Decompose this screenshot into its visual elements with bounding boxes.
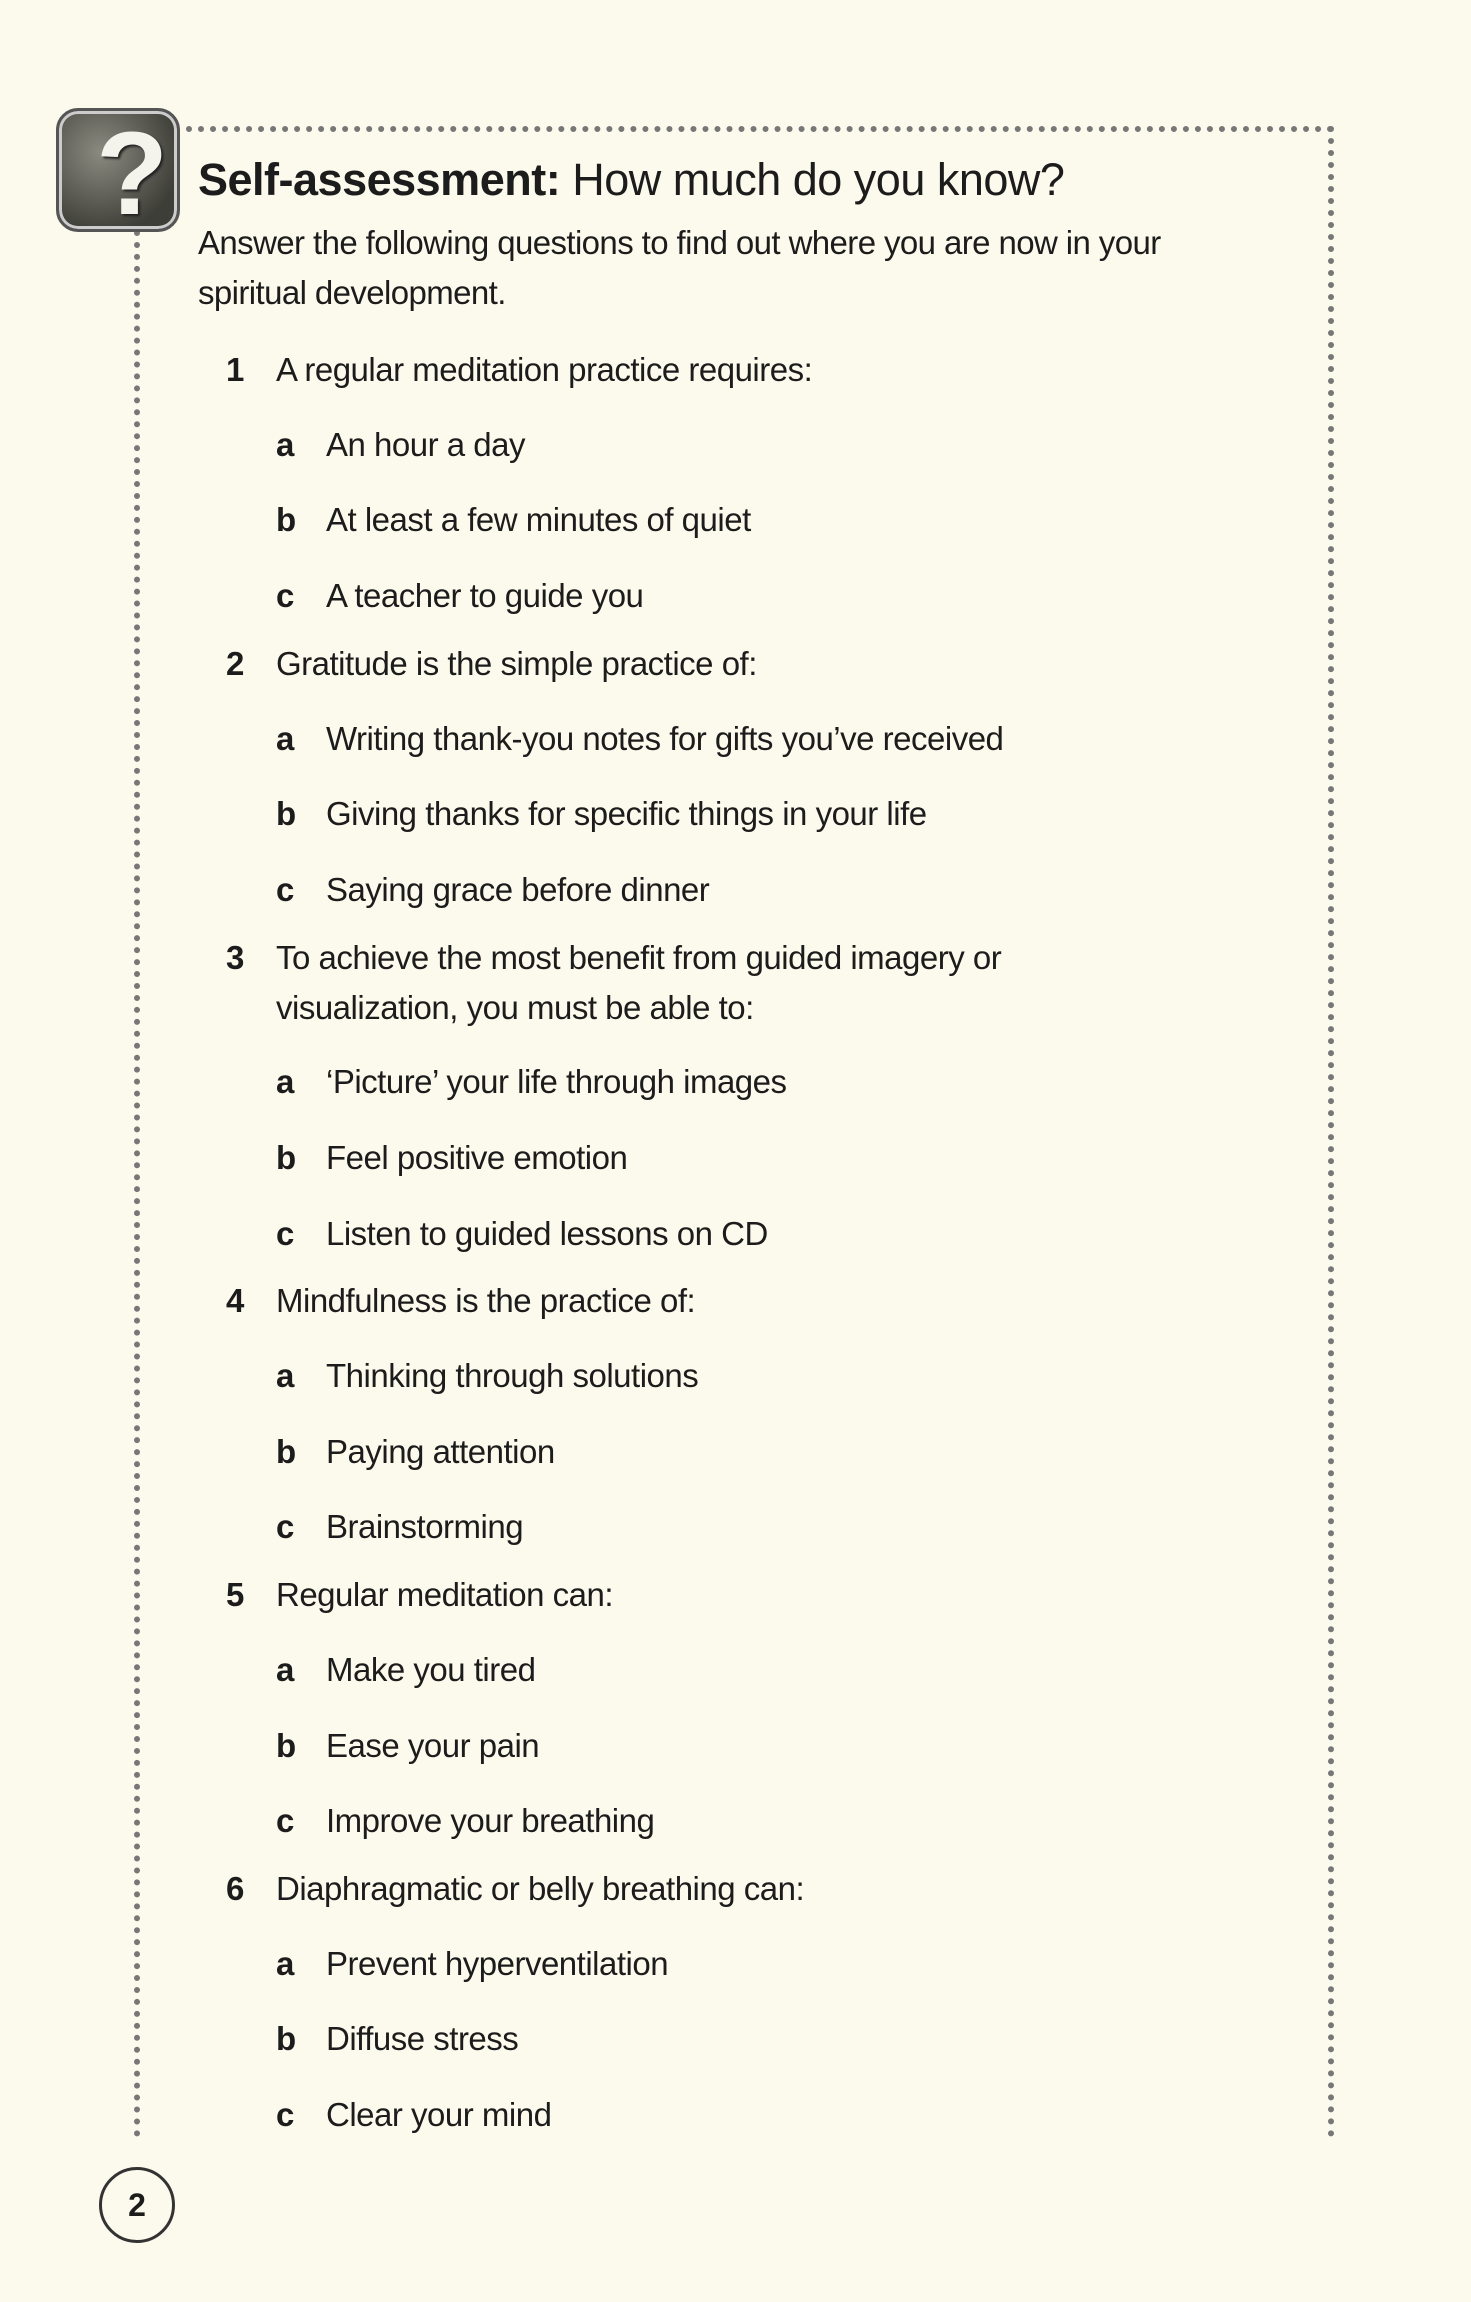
option-text: At least a few minutes of quiet [326, 501, 751, 539]
option-letter: a [276, 425, 294, 463]
option-text: ‘Picture’ your life through images [326, 1063, 787, 1101]
option-text: Clear your mind [326, 2095, 552, 2133]
option-text: Feel positive emotion [326, 1138, 628, 1176]
option-letter: a [276, 1650, 294, 1688]
option-text: Writing thank-you notes for gifts you’ve received [326, 719, 1004, 757]
answer-option [226, 852, 1276, 928]
option-letter: a [276, 1944, 294, 1982]
option-letter: b [276, 2020, 296, 2058]
question-number: 1 [226, 351, 244, 388]
answer-option [226, 558, 1276, 634]
question-line: Gratitude is the simple practice of: [276, 644, 757, 682]
option-text: Make you tired [326, 1650, 536, 1688]
question-line: Regular meditation can: [276, 1576, 614, 1614]
title-rest: How much do you know? [560, 154, 1065, 205]
option-text: Paying attention [326, 1432, 555, 1470]
question-text [276, 933, 1001, 1033]
option-letter: c [276, 1214, 294, 1252]
answer-option [226, 1783, 1276, 1859]
question [226, 634, 1276, 694]
question-mark-icon: ? [56, 108, 180, 232]
option-letter: a [276, 1063, 294, 1101]
intro-line: spiritual development. [198, 274, 506, 311]
dotted-border-left [134, 230, 140, 2138]
option-letter: c [276, 1802, 294, 1840]
question-number: 3 [226, 938, 244, 976]
question-text [276, 345, 812, 395]
option-text: Diffuse stress [326, 2020, 519, 2058]
option-letter: b [276, 1432, 296, 1470]
question-number: 6 [226, 1869, 244, 1907]
question-text [276, 639, 757, 689]
option-text: Brainstorming [326, 1508, 524, 1546]
question-number: 5 [226, 1576, 244, 1614]
answer-option [226, 701, 1276, 777]
page-number: 2 [99, 2167, 175, 2243]
option-text: Listen to guided lessons on CD [326, 1214, 768, 1252]
question-line: visualization, you must be able to: [276, 988, 754, 1026]
answer-option [226, 1338, 1276, 1414]
question [226, 1859, 1276, 1919]
option-letter: b [276, 1726, 296, 1764]
question [226, 1271, 1276, 1331]
option-letter: b [276, 501, 296, 539]
answer-option [226, 1045, 1276, 1121]
answer-option [226, 2002, 1276, 2078]
question [226, 928, 1276, 1038]
question-line: Diaphragmatic or belly breathing can: [276, 1869, 805, 1907]
title-bold: Self-assessment: [198, 154, 561, 205]
option-text: A teacher to guide you [326, 576, 644, 614]
option-letter: a [276, 719, 294, 757]
option-letter: b [276, 795, 296, 833]
question-number: 4 [226, 1282, 244, 1320]
answer-option [226, 2077, 1276, 2153]
option-letter: a [276, 1357, 294, 1395]
option-text: An hour a day [326, 425, 525, 463]
question-list [226, 340, 1276, 2153]
answer-option [226, 1490, 1276, 1566]
intro-text [198, 218, 1161, 318]
question-line: Mindfulness is the practice of: [276, 1282, 696, 1320]
intro-line: Answer the following questions to find out where you are now in your [198, 224, 1161, 261]
answer-option [226, 1926, 1276, 2002]
option-text: Ease your pain [326, 1726, 540, 1764]
option-text: Saying grace before dinner [326, 870, 710, 908]
answer-option [226, 776, 1276, 852]
question-line: To achieve the most benefit from guided imagery or [276, 938, 1002, 976]
answer-option [226, 1414, 1276, 1490]
option-text: Giving thanks for specific things in your life [326, 795, 927, 833]
option-letter: c [276, 2095, 294, 2133]
dotted-border-right [1328, 126, 1334, 2138]
option-text: Improve your breathing [326, 1802, 655, 1840]
question [226, 340, 1276, 400]
answer-option [226, 483, 1276, 559]
answer-option [226, 1196, 1276, 1272]
page-title [198, 154, 1064, 206]
answer-option [226, 1708, 1276, 1784]
answer-option [226, 1120, 1276, 1196]
question-line: A regular meditation practice requires: [276, 351, 813, 388]
question-number: 2 [226, 644, 244, 682]
dotted-border-top [186, 126, 1334, 132]
option-text: Thinking through solutions [326, 1357, 699, 1395]
option-text: Prevent hyperventilation [326, 1944, 669, 1982]
question [226, 1565, 1276, 1625]
question-text [276, 1864, 804, 1914]
option-letter: c [276, 1508, 294, 1546]
answer-option [226, 407, 1276, 483]
question-text [276, 1570, 613, 1620]
option-letter: b [276, 1138, 296, 1176]
option-letter: c [276, 870, 294, 908]
answer-option [226, 1632, 1276, 1708]
question-text [276, 1276, 695, 1326]
option-letter: c [276, 576, 294, 614]
